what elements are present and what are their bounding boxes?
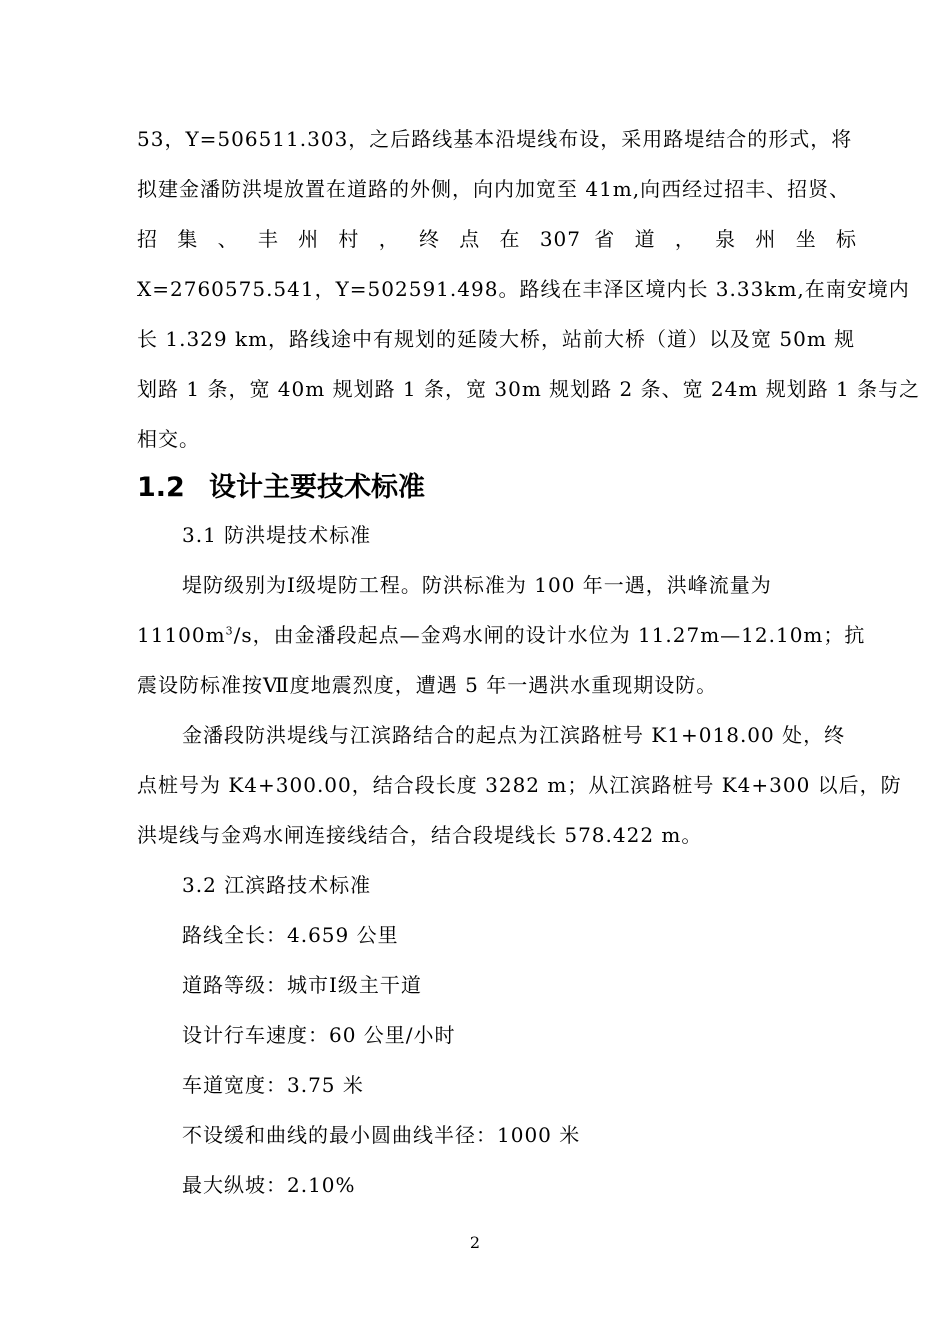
paragraph-line: 金潘段防洪堤线与江滨路结合的起点为江滨路桩号 K1+018.00 处，终: [182, 723, 846, 747]
paragraph-line: 招 集 、 丰 州 村 ， 终 点 在 307 省 道 ， 泉 州 坐 标: [137, 227, 857, 251]
section-number: 1.2: [137, 472, 185, 503]
paragraph-line: 震设防标准按Ⅶ度地震烈度，遭遇 5 年一遇洪水重现期设防。: [137, 673, 718, 697]
spec-item: 最大纵坡：2.10%: [182, 1173, 356, 1197]
flow-value: 11100m: [137, 623, 226, 647]
paragraph-line: X=2760575.541，Y=502591.498。路线在丰泽区境内长 3.33km,在南安境内: [137, 277, 910, 301]
subsection-title: 3.2 江滨路技术标准: [182, 873, 372, 897]
paragraph-line: 堤防级别为Ⅰ级堤防工程。防洪标准为 100 年一遇，洪峰流量为: [182, 573, 772, 597]
subsection-title: 3.1 防洪堤技术标准: [182, 523, 372, 547]
spec-item: 车道宽度：3.75 米: [182, 1073, 364, 1097]
superscript: 3: [225, 624, 234, 638]
section-title: 设计主要技术标准: [209, 472, 425, 503]
paragraph-line: [137, 620, 866, 650]
paragraph-line: 53，Y=506511.303，之后路线基本沿堤线布设，采用路堤结合的形式，将: [137, 127, 853, 151]
paragraph-line: 拟建金潘防洪堤放置在道路的外侧，向内加宽至 41m,向西经过招丰、招贤、: [137, 177, 851, 201]
page-number: 2: [469, 1233, 481, 1252]
spec-item: 不设缓和曲线的最小圆曲线半径：1000 米: [182, 1123, 581, 1147]
spec-item: 道路等级：城市Ⅰ级主干道: [182, 973, 422, 997]
paragraph-line: 点桩号为 K4+300.00，结合段长度 3282 m；从江滨路桩号 K4+300 以后，防: [137, 773, 902, 797]
paragraph-line: 长 1.329 km，路线途中有规划的延陵大桥，站前大桥（道）以及宽 50m 规: [137, 327, 856, 351]
paragraph-line: 相交。: [137, 427, 200, 451]
spec-item: 路线全长：4.659 公里: [182, 923, 399, 947]
flow-text: /s，由金潘段起点—金鸡水闸的设计水位为 11.27m—12.10m；抗: [233, 623, 866, 647]
paragraph-line: 洪堤线与金鸡水闸连接线结合，结合段堤线长 578.422 m。: [137, 823, 703, 847]
paragraph-line: 划路 1 条，宽 40m 规划路 1 条，宽 30m 规划路 2 条、宽 24m 规划路 1 条与之: [137, 377, 921, 401]
section-heading: [137, 468, 425, 508]
spec-item: 设计行车速度：60 公里/小时: [182, 1023, 456, 1047]
